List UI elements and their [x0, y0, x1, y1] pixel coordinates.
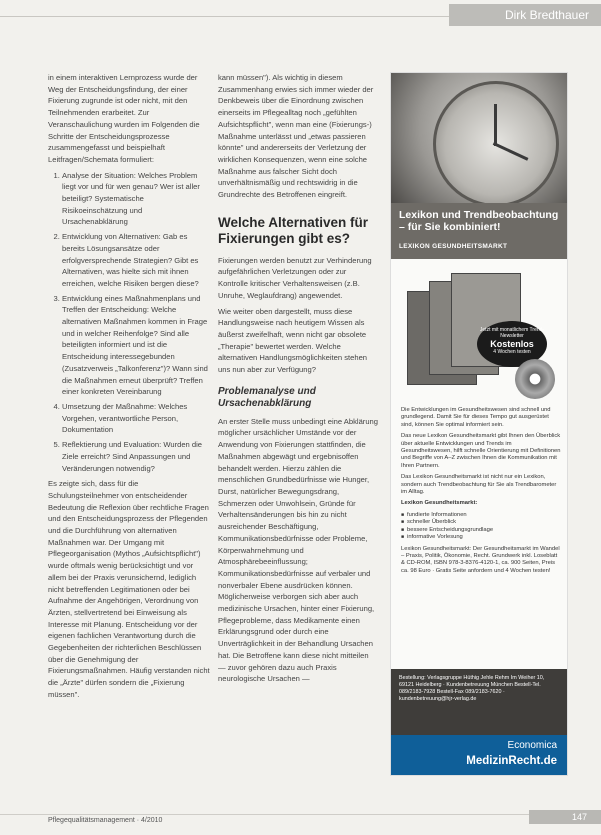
ad-paragraph: Das Lexikon Gesundheitsmarkt ist nicht nur ein Lexikon, sondern auch Trendbeobachtung für Sie als Trendbarometer im Alltag. [401, 474, 557, 496]
publisher-logo [391, 735, 567, 775]
ad-body [401, 407, 561, 579]
list-item: 1. Analyse der Situation: Welches Problem liegt vor und für wen genau? Wer ist aller beteiligt? Systematische Risikoeinschätzung und Ursachenabklärung [62, 170, 210, 229]
ad-subtitle: LEXIKON GESUNDHEITSMARKT [399, 243, 508, 250]
ad-list-title: Lexikon Gesundheitsmarkt: [401, 500, 478, 507]
column-1 [48, 72, 210, 705]
list-item: 3. Entwicklung eines Maßnahmenplans und Treffen der Entscheidung: Welche alternativen Maßnahmen kommen in Frage und in welcher Reihenfolge? Sind alle beteiligten informiert und ist die Entscheidung interessegebunden (Zusatzverweis „Talkonferenz")? Wann sind die Maßnahmen erneut überprüft? Treffen einer konkreten Vereinbarung [62, 293, 210, 398]
ad-feature-list [401, 512, 561, 542]
list-item: ■ bessere Entscheidungsgrundlage [401, 527, 561, 534]
list-item: ■ informative Vorlesung [401, 534, 561, 541]
ad-banner [391, 203, 567, 259]
ad-photo [391, 73, 567, 203]
list-item: 5. Reflektierung und Evaluation: Wurden die Ziele erreicht? Sind Anpassungen und Veränderungen notwendig? [62, 439, 210, 474]
paragraph: Fixierungen werden benutzt zur Verhinderung aufgefährlichen Verletzungen oder zur Kontrolle kritischer Verhaltensweisen (z.B. Unruhe, Weglaufdrang) angewendet. [218, 255, 372, 300]
step-list [48, 170, 210, 475]
section-heading: Welche Alternativen für Fixierungen gibt es? [218, 214, 369, 246]
paragraph: An erster Stelle muss unbedingt eine Abklärung möglicher ursächlicher Umstände vor der Anwendung von Fixierungen stattfinden, die Maßnahmen abgewägt und ergebnisoffen behandelt werden. Hierzu zählen die menschlichen Grundbedürfnisse wie Hunger, Durst, natürlicher Bewegungsdrang, Schmerzen oder Unwohlsein, Gründe für Verhaltensänderungen bis hin zu nicht ausreichender Beschäftigung, Kommunikationsbedürfnisse oder Probleme, Körperwahrnehmung und Atmosphärebeeinflussung; Kommunikationsbedürfnisse auf verbaler und nonverbaler Ebene ausdrücken können. Möglicherweise verborgen sich aber auch medizinische Ursachen, hinter einer Fixierung, Pflegeprobleme, dass Medikamente einen Erklärungsgrund oder durch eine Unverträglichkeit in der Behandlung Ursachen hat. Die Betroffene kann diese nicht mitteilen — zuvor gehören dazu auch Praxis neurologische Ursachen — [218, 416, 378, 684]
burst-small-text: Jetzt mit monatlichem Trend-Newsletter [479, 327, 545, 339]
subsection-heading: Problemanalyse und Ursachenabklärung [218, 385, 316, 409]
column-2 [218, 72, 378, 689]
list-item: 2. Entwicklung von Alternativen: Gab es bereits Lösungsansätze oder erfolgversprechende Strategien? Gibt es Alternativen, was hielte sich mit ihnen erreichen, welche Risiken bergen diese? [62, 231, 210, 290]
burst-tail-text: 4 Wochen testen [493, 349, 531, 355]
advertisement [390, 72, 568, 776]
watch-image [433, 81, 559, 207]
footer-rule [0, 814, 601, 815]
logo-economica: Economica [507, 740, 557, 751]
cd-icon [515, 359, 555, 399]
ad-paragraph: Das neue Lexikon Gesundheitsmarkt gibt Ihnen den Überblick über aktuelle Entwicklungen und Trends im Gesundheitswesen, hilft schnelle Orientierung mit Definitionen und Begriffe von A–Z zwischen Ihnen die Kommunikation mit Ihren Partnern. [401, 433, 561, 469]
list-item: ■ fundierte Informationen [401, 512, 561, 519]
logo-medizinrecht: MedizinRecht.de [466, 755, 557, 767]
paragraph: Es zeigte sich, dass für die Schulungsteilnehmer von entscheidender Bedeutung die Reflexion über rechtliche Fragen und den Entscheidungsprozess der Pflegenden und die Durchführung von alternativen Maßnahmen war. Der Umgang mit Pflegeorganisation (Mythos „Aufsichtspflicht") wurde oftmals wenig berücksichtigt und vor allem bei der Praxis verunsichernd, lediglich nicht betreffenden Legitimationen oder bei Aufnahme der Angehörigen, Verordnung von Ärzten, stellvertretend bei Einweisung als Interesse mit Planung. Entscheidung vor der eigenen fachlichen Verantwortung durch die Gegebenheiten der richterlichen Beschlüssen über die Genehmigung der Fixierungsmaßnahmen. Häufig verstanden nicht die „Ärzte" dürfen sondern die „Fixierung müssen". [48, 479, 210, 699]
burst-big-text: Kostenlos [490, 339, 534, 349]
journal-name: Pflegequalitätsmanagement · 4/2010 [48, 817, 163, 824]
paragraph: in einem interaktiven Lernprozess wurde der Weg der Entscheidungsfindung, der einer Fixierung zugrunde ist oder nicht, mit den Teilnehmenden erarbeitet. Zur Veranschaulichung wurden im Folgenden die Schritte der Entscheidungsprozesse zusammengefasst und beispielhaft Leitfragen/Schemata formuliert: [48, 73, 200, 164]
order-box: Bestellung: Verlagsgruppe Hüthig Jehle Rehm Im Weiher 10, 69121 Heidelberg · Kundenbetreuung München Bestell-Tel. 089/2183-7928 Bestell-Fax 089/2183-7620 · kundenbetreuung@hjr-verlag.de [391, 669, 567, 735]
list-item: 4. Umsetzung der Maßnahme: Welches Vorgehen, verantwortliche Person, Dokumentation [62, 401, 210, 436]
paragraph: kann müssen"). Als wichtig in diesem Zusammenhang erwies sich immer wieder der Denkbeweis über die Einordnung zwischen einerseits im Pflegealltag noch „gefühlten Aufsichtspflicht", wenn man eine (Fixierungs-) Maßnahme unterlässt und „etwas passieren könnte" und andererseits der Verletzung der wirklichen Konsequenzen, wenn eine solche Maßnahme aus falscher Sicht doch unverhältnismäßig und rechtswidrig in die Grundrechte des Betroffenen eingreift. [218, 73, 374, 200]
paragraph: Wie weiter oben dargestellt, muss diese Handlungsweise nach heutigem Wissen als äußerst zweifelhaft, wenn nicht gar obsolete „Therapie" bewertet werden. Welche alternativen Handlungsmöglichkeiten stehen uns nun aber zur Verfügung? [218, 306, 368, 375]
ad-title: Lexikon und Trendbeobachtung – für Sie kombiniert! [399, 209, 559, 233]
page-number: 147 [529, 810, 601, 824]
ad-paragraph: Die Entwicklungen im Gesundheitswesen sind schnell und grundlegend. Damit Sie für dieses Tempo gut ausgerüstet sind, können Sie optimal informiert sein. [401, 407, 551, 428]
list-item: ■ schneller Überblick [401, 519, 561, 526]
author-tab: Dirk Bredthauer [449, 4, 601, 26]
ad-contact: Lexikon Gesundheitsmarkt: Der Gesundheitsmarkt im Wandel – Praxis, Politik, Ökonomie, Recht. Grundwerk inkl. Loseblatt & CD-ROM, ISBN 978-3-8376-4120-1, ca. 900 Seiten, Preis ca. 98 Euro · Gratis Seite anfordern und 4 Wochen testen! [401, 545, 560, 574]
